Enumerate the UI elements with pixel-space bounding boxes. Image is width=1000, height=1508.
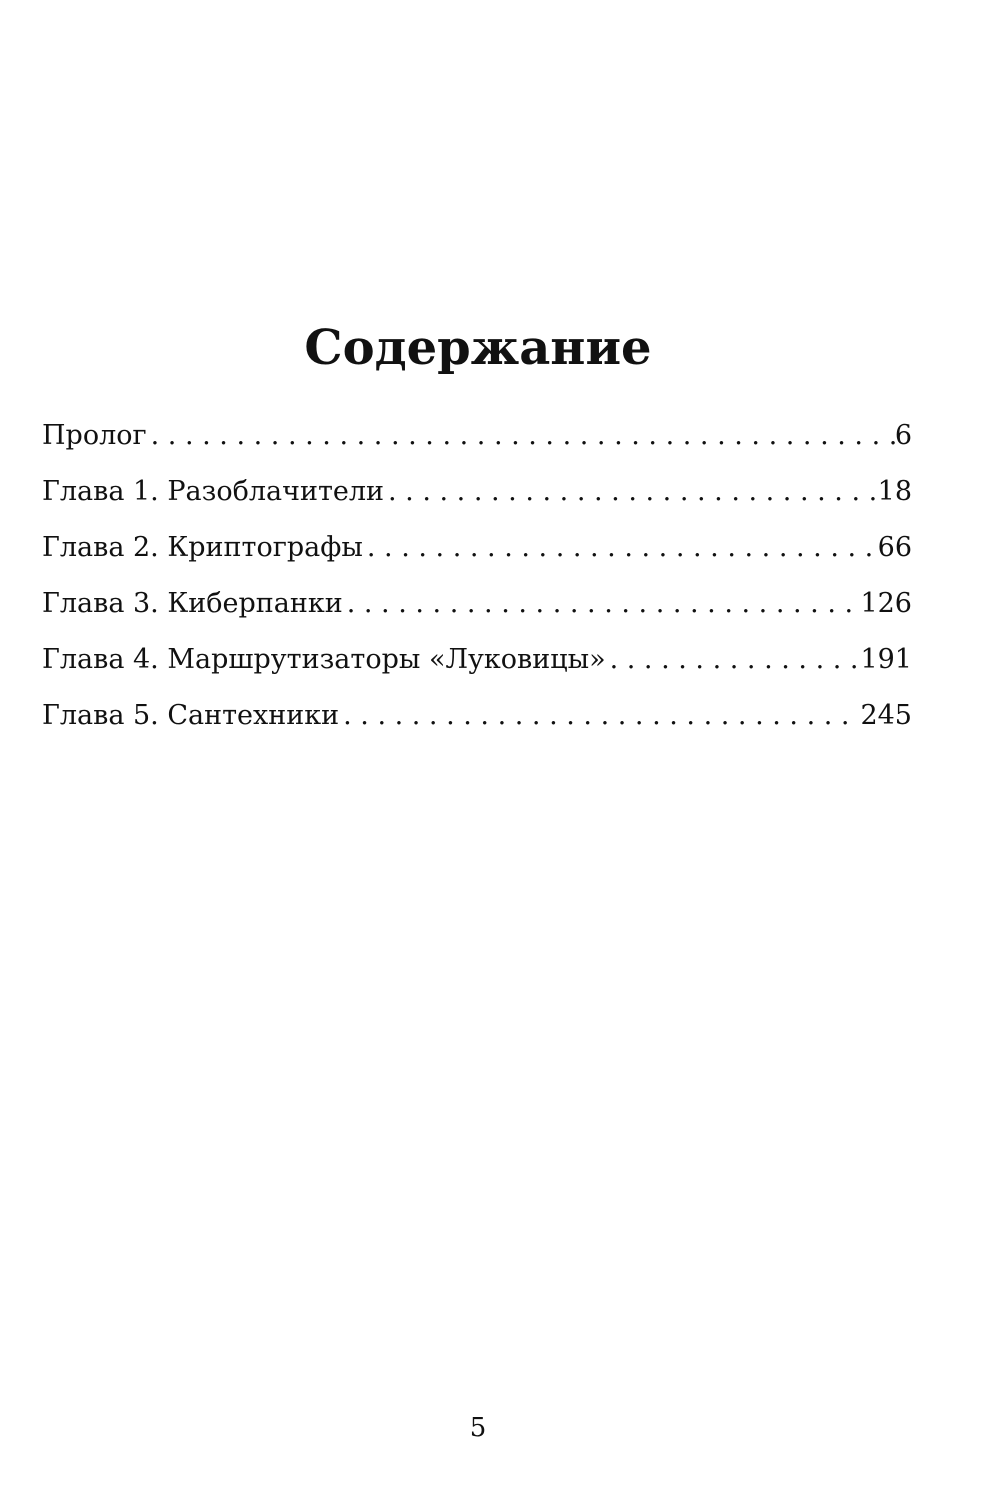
- table-of-contents: [42, 408, 912, 744]
- toc-entry-chapter-2: [42, 520, 912, 576]
- toc-entry-label: Глава 5. Сантехники: [42, 700, 340, 731]
- toc-entry-chapter-1: [42, 464, 912, 520]
- toc-page-number: 126: [860, 588, 912, 619]
- toc-entry-label: Глава 3. Киберпанки: [42, 588, 343, 619]
- toc-page-number: 66: [877, 532, 912, 563]
- toc-page-number: 6: [894, 420, 912, 451]
- toc-dot-leader: [343, 576, 861, 632]
- page-title: Содержание: [304, 320, 652, 376]
- toc-page-number: 191: [860, 644, 912, 675]
- toc-dot-leader: [147, 408, 895, 464]
- toc-entry-chapter-5: [42, 688, 912, 744]
- toc-entry-prologue: [42, 408, 912, 464]
- toc-entry-chapter-4: [42, 632, 912, 688]
- toc-dot-leader: [363, 520, 878, 576]
- toc-page-number: 245: [860, 700, 912, 731]
- toc-dot-leader: [384, 464, 878, 520]
- toc-dot-leader: [606, 632, 861, 688]
- toc-entry-chapter-3: [42, 576, 912, 632]
- toc-dot-leader: [339, 688, 860, 744]
- toc-entry-label: Глава 4. Маршрутизаторы «Луковицы»: [42, 644, 606, 675]
- toc-entry-label: Глава 1. Разоблачители: [42, 476, 385, 507]
- toc-entry-label: Пролог: [42, 420, 147, 451]
- toc-page-number: 18: [877, 476, 912, 507]
- page-number: 5: [469, 1413, 487, 1443]
- toc-entry-label: Глава 2. Криптографы: [42, 532, 363, 563]
